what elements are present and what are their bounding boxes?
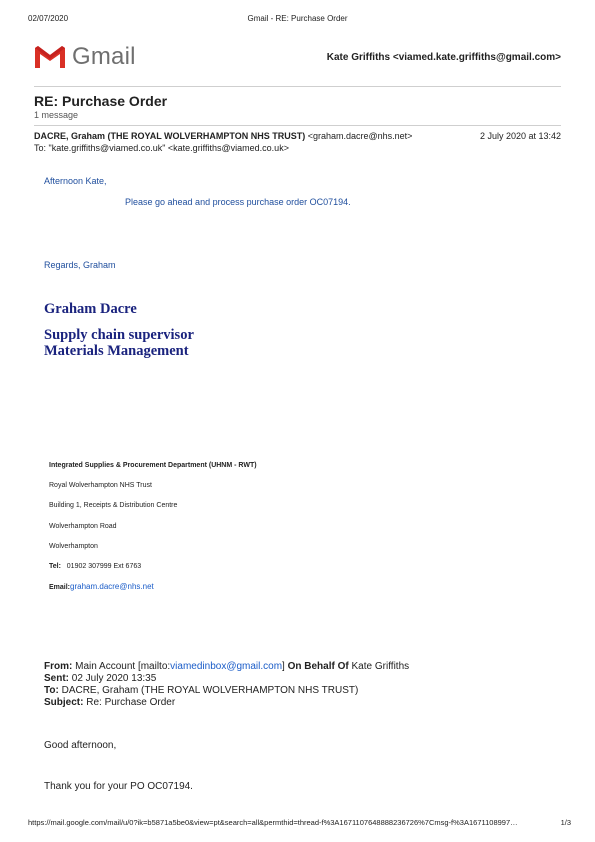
fwd-from-label: From: xyxy=(44,661,73,672)
print-title: Gmail - RE: Purchase Order xyxy=(247,14,348,23)
fwd-from-link[interactable]: viamedinbox@gmail.com xyxy=(170,661,283,672)
signature-dept: Materials Management xyxy=(44,343,189,359)
fwd-behalf-label: On Behalf Of xyxy=(287,661,349,672)
footer-url: https://mail.google.com/mail/u/0?ik=b5871a5be0&view=pt&search=all&permthid=thread-f%3A1671107648888236726%7Cmsg-f%3A1671108997… xyxy=(28,818,518,827)
fwd-to xyxy=(44,685,358,696)
sender xyxy=(34,131,412,141)
fwd-body: Thank you for your PO OC07194. xyxy=(44,781,193,792)
signature-role: Supply chain supervisor xyxy=(44,327,194,343)
greeting: Afternoon Kate, xyxy=(44,176,107,186)
fwd-from xyxy=(44,661,409,672)
org-department: Integrated Supplies & Procurement Department (UHNM - RWT) xyxy=(49,462,257,469)
org-road: Wolverhampton Road xyxy=(49,523,117,530)
fwd-from-suffix: ] xyxy=(282,661,285,672)
message-date: 2 July 2020 at 13:42 xyxy=(479,131,561,141)
org-trust: Royal Wolverhampton NHS Trust xyxy=(49,482,152,489)
org-telephone xyxy=(49,563,141,570)
org-email xyxy=(49,582,154,591)
print-date: 02/07/2020 xyxy=(28,14,69,23)
tel-value: 01902 307999 Ext 6763 xyxy=(66,563,142,570)
footer-page-number: 1/3 xyxy=(560,818,571,827)
fwd-subject xyxy=(44,697,175,708)
sender-email: <graham.dacre@nhs.net> xyxy=(307,131,413,141)
fwd-to-label: To: xyxy=(44,685,59,696)
fwd-sent xyxy=(44,673,156,684)
recipient-line: To: "kate.griffiths@viamed.co.uk" <kate.griffiths@viamed.co.uk> xyxy=(34,143,289,153)
message-count: 1 message xyxy=(34,110,79,120)
signature-name: Graham Dacre xyxy=(44,301,137,317)
thread-subject: RE: Purchase Order xyxy=(34,93,168,109)
fwd-greeting: Good afternoon, xyxy=(44,740,117,751)
fwd-from-prefix: Main Account [mailto: xyxy=(75,661,171,672)
fwd-to-value: DACRE, Graham (THE ROYAL WOLVERHAMPTON NHS TRUST) xyxy=(61,685,359,696)
gmail-wordmark: Gmail xyxy=(72,43,136,70)
email-label: Email: xyxy=(49,584,71,591)
fwd-sent-label: Sent: xyxy=(44,673,69,684)
header-divider xyxy=(34,86,561,87)
tel-label: Tel: xyxy=(49,563,61,570)
account-identity: Kate Griffiths <viamed.kate.griffiths@gmail.com> xyxy=(326,52,561,63)
regards: Regards, Graham xyxy=(44,260,116,270)
gmail-envelope-icon xyxy=(34,45,66,69)
subject-divider xyxy=(34,125,561,126)
fwd-sent-value: 02 July 2020 13:35 xyxy=(71,673,157,684)
email-link[interactable]: graham.dacre@nhs.net xyxy=(70,582,154,591)
fwd-subject-value: Re: Purchase Order xyxy=(86,697,176,708)
body-text: Please go ahead and process purchase order OC07194. xyxy=(125,197,351,207)
fwd-behalf-name: Kate Griffiths xyxy=(351,661,410,672)
fwd-subject-label: Subject: xyxy=(44,697,84,708)
sender-name: DACRE, Graham (THE ROYAL WOLVERHAMPTON NHS TRUST) xyxy=(34,131,306,141)
org-building: Building 1, Receipts & Distribution Centre xyxy=(49,502,178,509)
org-city: Wolverhampton xyxy=(49,543,98,550)
